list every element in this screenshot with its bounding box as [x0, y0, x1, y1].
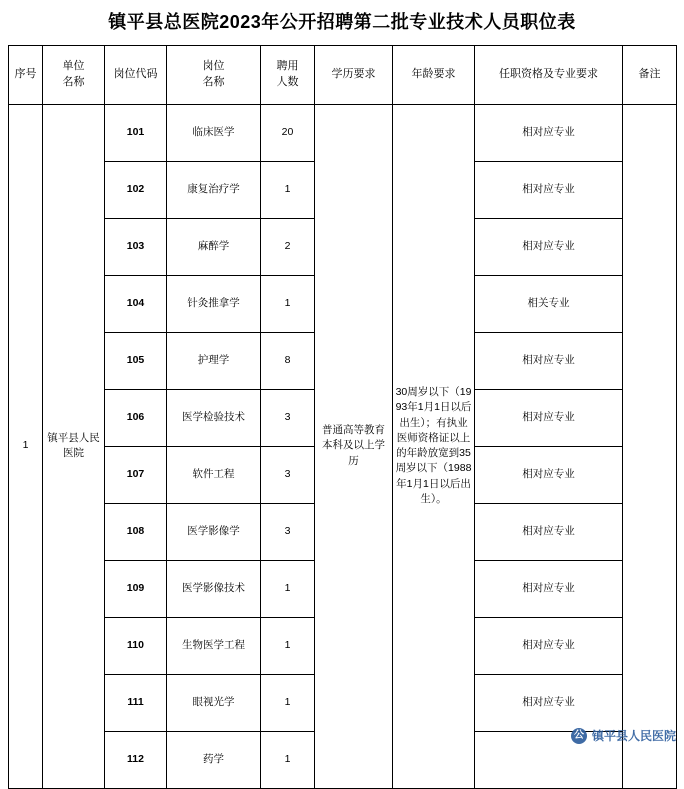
cell-unit-name: 镇平县人民医院 [43, 104, 105, 788]
cell-post-code: 110 [105, 617, 167, 674]
watermark-label: 镇平县人民医院 [591, 729, 676, 743]
cell-post-code: 109 [105, 560, 167, 617]
cell-qualification: 相对应专业 [475, 617, 623, 674]
cell-post-name: 临床医学 [167, 104, 261, 161]
cell-hire-number: 8 [261, 332, 315, 389]
cell-post-code: 104 [105, 275, 167, 332]
cell-hire-number: 3 [261, 389, 315, 446]
cell-post-name: 护理学 [167, 332, 261, 389]
cell-note [623, 104, 677, 788]
cell-post-name: 康复治疗学 [167, 161, 261, 218]
cell-post-code: 106 [105, 389, 167, 446]
cell-qualification: 相对应专业 [475, 560, 623, 617]
cell-hire-number: 3 [261, 446, 315, 503]
column-header-note: 备注 [623, 45, 677, 104]
column-header-number-line1: 聘用 [276, 59, 299, 72]
cell-hire-number: 20 [261, 104, 315, 161]
cell-hire-number: 1 [261, 275, 315, 332]
column-header-unit-line2: 名称 [62, 75, 85, 88]
column-header-post-line1: 岗位 [202, 59, 225, 72]
cell-hire-number: 3 [261, 503, 315, 560]
cell-post-name: 眼视光学 [167, 674, 261, 731]
cell-qualification [475, 731, 623, 788]
cell-qualification: 相对应专业 [475, 389, 623, 446]
cell-qualification: 相关专业 [475, 275, 623, 332]
cell-post-code: 103 [105, 218, 167, 275]
cell-hire-number: 1 [261, 731, 315, 788]
cell-post-code: 105 [105, 332, 167, 389]
hospital-logo-icon: 公 [571, 728, 587, 744]
cell-post-name: 针灸推拿学 [167, 275, 261, 332]
column-header-age: 年龄要求 [393, 45, 475, 104]
cell-qualification: 相对应专业 [475, 161, 623, 218]
column-header-code: 岗位代码 [105, 45, 167, 104]
cell-qualification: 相对应专业 [475, 218, 623, 275]
cell-qualification: 相对应专业 [475, 104, 623, 161]
column-header-number [261, 45, 315, 104]
column-header-seq: 序号 [9, 45, 43, 104]
cell-education-requirement: 普通高等教育本科及以上学历 [315, 104, 393, 788]
cell-post-name: 药学 [167, 731, 261, 788]
column-header-post [167, 45, 261, 104]
column-header-number-line2: 人数 [276, 75, 299, 88]
column-header-qualification: 任职资格及专业要求 [475, 45, 623, 104]
page-title: 镇平县总医院2023年公开招聘第二批专业技术人员职位表 [108, 12, 576, 32]
cell-post-code: 112 [105, 731, 167, 788]
cell-post-name: 软件工程 [167, 446, 261, 503]
cell-post-code: 102 [105, 161, 167, 218]
cell-hire-number: 1 [261, 560, 315, 617]
cell-hire-number: 2 [261, 218, 315, 275]
table-row [9, 104, 677, 161]
cell-post-name: 医学影像技术 [167, 560, 261, 617]
cell-post-name: 麻醉学 [167, 218, 261, 275]
cell-post-name: 医学影像学 [167, 503, 261, 560]
job-listing-table [8, 45, 677, 789]
cell-post-name: 生物医学工程 [167, 617, 261, 674]
cell-qualification: 相对应专业 [475, 674, 623, 731]
cell-post-code: 107 [105, 446, 167, 503]
cell-sequence-number: 1 [9, 104, 43, 788]
column-header-post-line2: 名称 [202, 75, 225, 88]
cell-hire-number: 1 [261, 161, 315, 218]
cell-age-requirement: 30周岁以下（1993年1月1日以后出生）；有执业医师资格证以上的年龄放宽到35周岁以下（1988年1月1日以后出生）。 [393, 104, 475, 788]
cell-hire-number: 1 [261, 674, 315, 731]
cell-qualification: 相对应专业 [475, 332, 623, 389]
cell-post-code: 108 [105, 503, 167, 560]
table-header-row [9, 45, 677, 104]
cell-qualification: 相对应专业 [475, 503, 623, 560]
column-header-education: 学历要求 [315, 45, 393, 104]
cell-qualification: 相对应专业 [475, 446, 623, 503]
column-header-unit-line1: 单位 [62, 59, 85, 72]
column-header-unit [43, 45, 105, 104]
cell-hire-number: 1 [261, 617, 315, 674]
cell-post-code: 101 [105, 104, 167, 161]
cell-post-name: 医学检验技术 [167, 389, 261, 446]
cell-post-code: 111 [105, 674, 167, 731]
